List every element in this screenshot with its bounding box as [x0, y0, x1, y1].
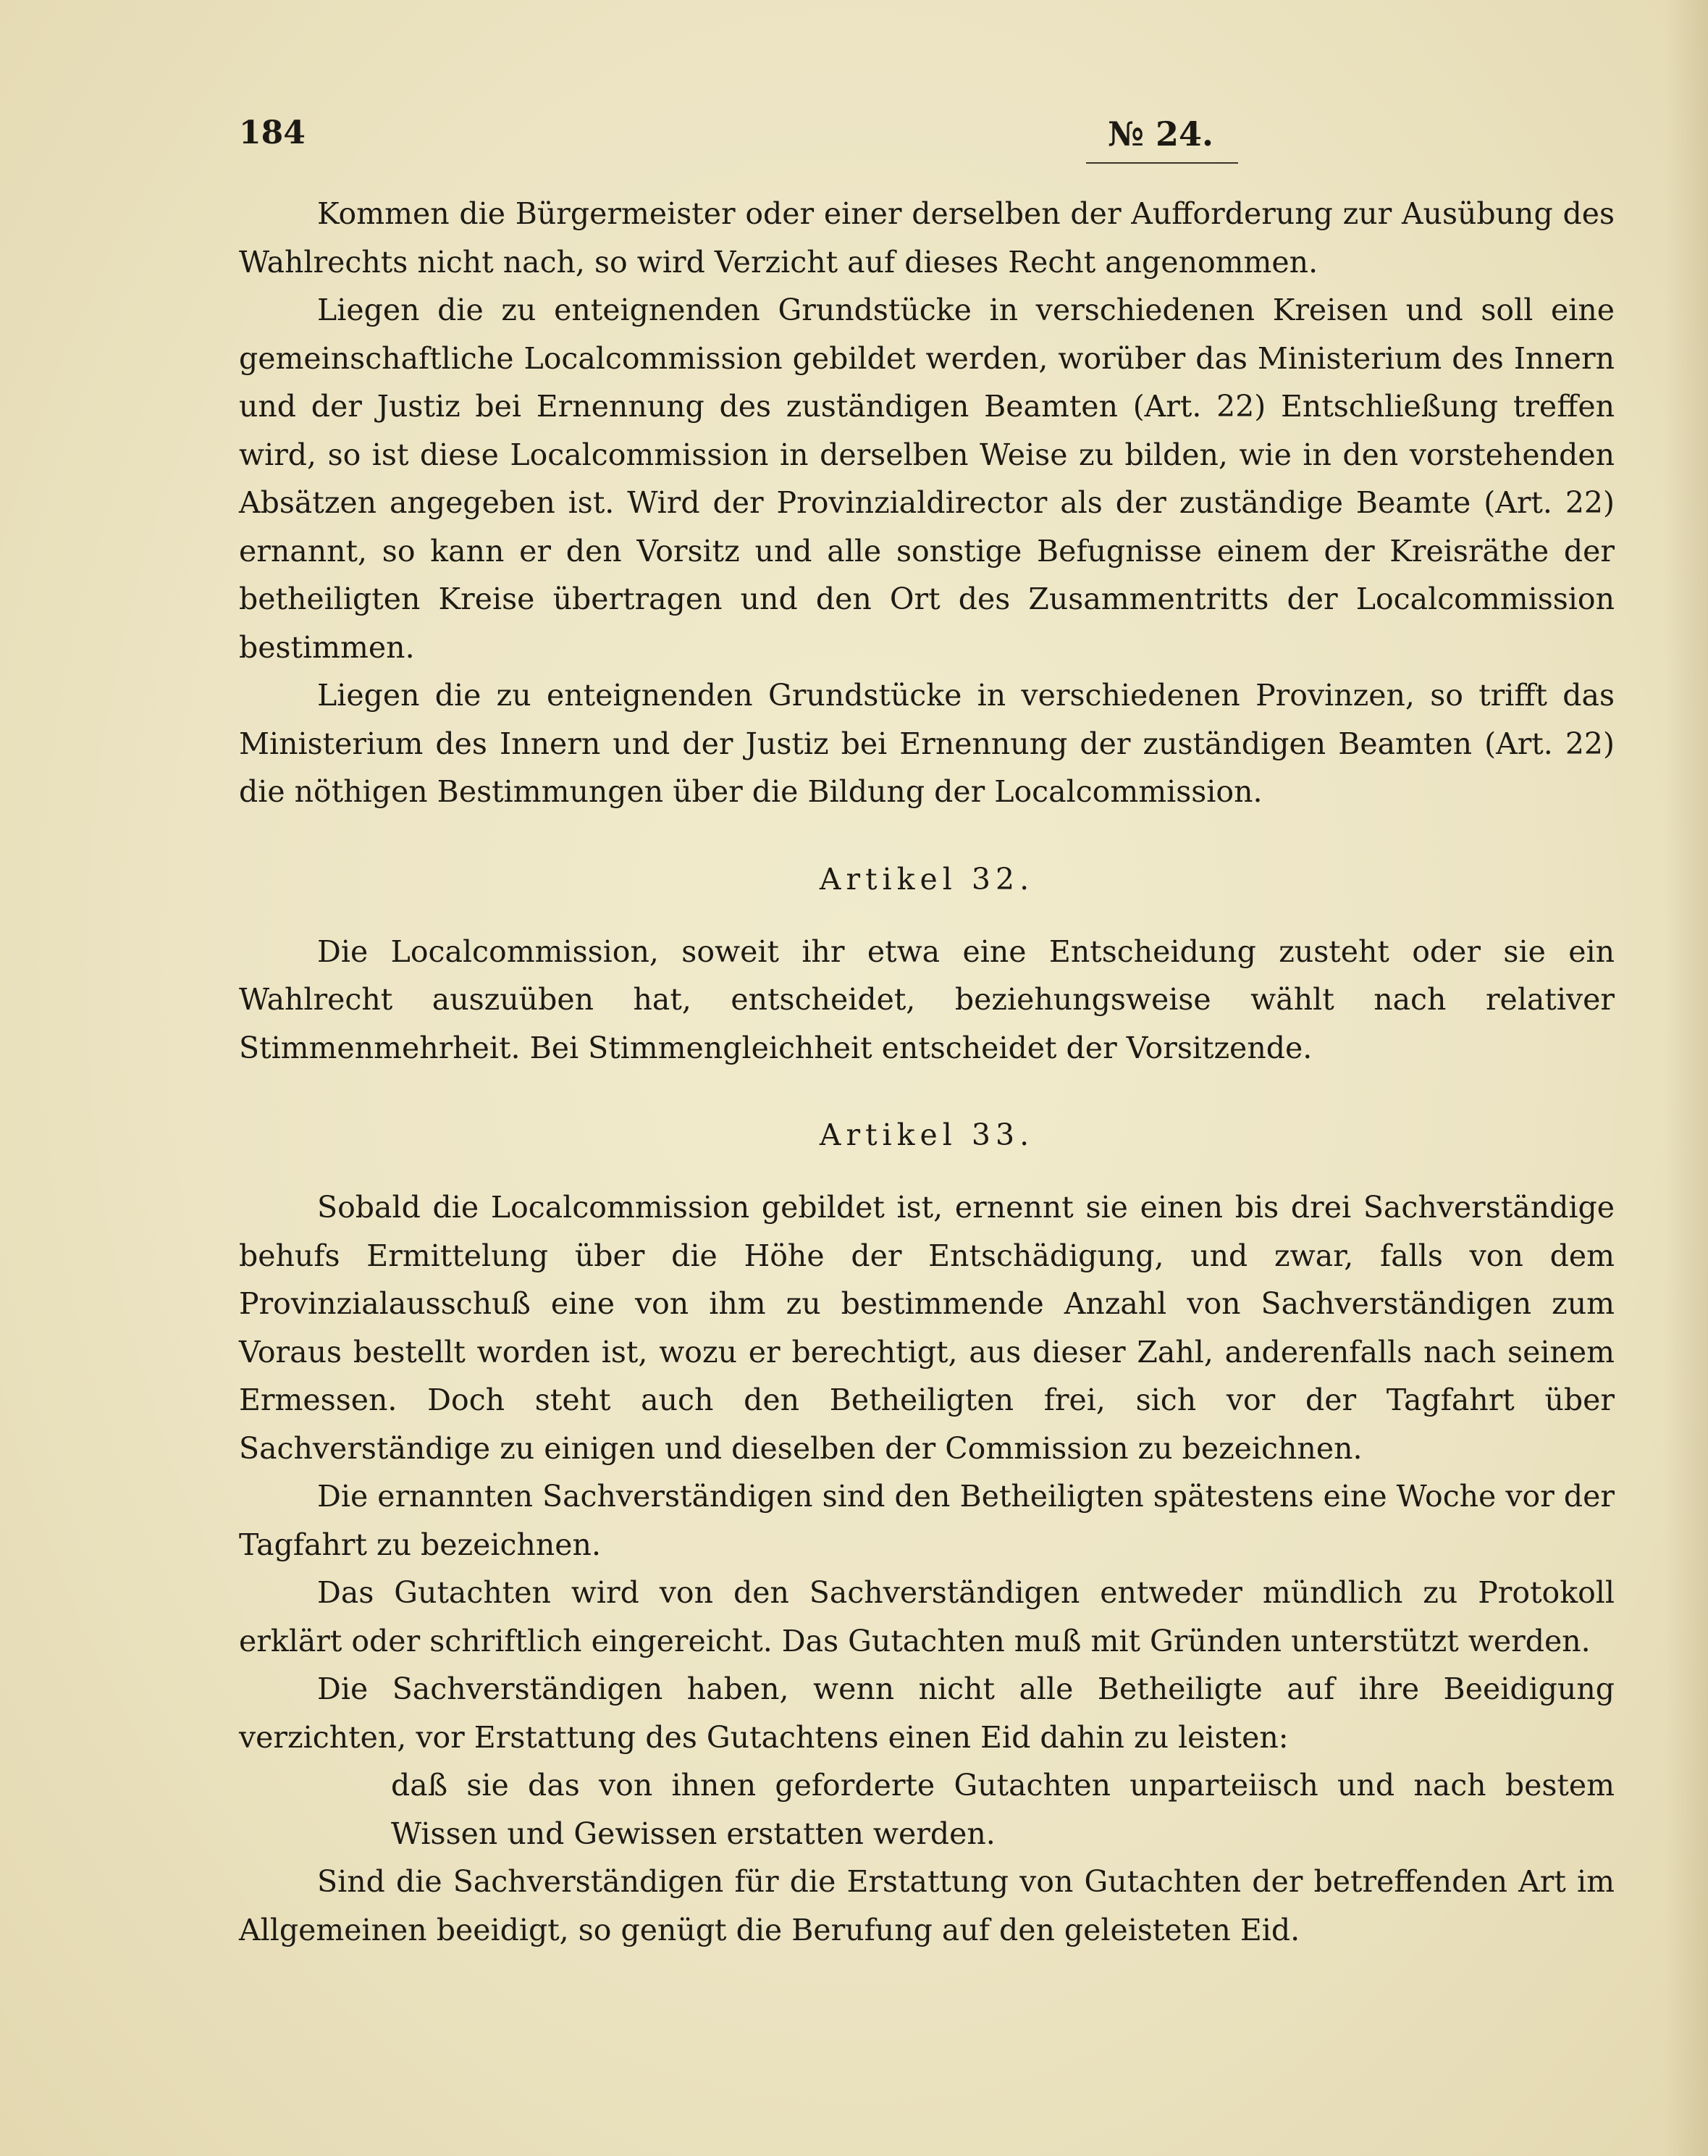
header-rule [1086, 162, 1238, 164]
oath-text: daß sie das von ihnen geforderte Gutachten unparteiisch und nach bestem Wissen und Gewissen erstatten werden. [391, 1768, 1615, 1851]
paragraph: Sind die Sachverständigen für die Erstattung von Gutachten der betreffenden Art im Allgemeinen beeidigt, so genügt die Berufung auf den geleisteten Eid. [239, 1864, 1615, 1947]
issue-number: № 24. [1108, 114, 1214, 154]
paragraph: Kommen die Bürgermeister oder einer derselben der Aufforderung zur Ausübung des Wahlrechts nicht nach, so wird Verzicht auf dieses Recht angenommen. [239, 196, 1615, 280]
paragraph: Liegen die zu enteignenden Grundstücke in verschiedenen Kreisen und soll eine gemeinschaftliche Localcommission gebildet werden, worüber das Ministerium des Innern und der Justiz bei Ernennung des zuständigen Beamten (Art. 22) Entschließung treffen wird, so ist diese Localcommission in derselben Weise zu bilden, wie in den vorstehenden Absätzen angegeben ist. Wird der Provinzialdirector als der zuständige Beamte (Art. 22) ernannt, so kann er den Vorsitz und alle sonstige Befugnisse einem der Kreisräthe der betheiligten Kreise übertragen und den Ort des Zusammentritts der Localcommission bestimmen. [239, 293, 1615, 665]
paragraph: Die Localcommission, soweit ihr etwa eine Entscheidung zusteht oder sie ein Wahlrecht auszuüben hat, entscheidet, beziehungsweise wählt nach relativer Stimmenmehrheit. Bei Stimmengleichheit entscheidet der Vorsitzende. [239, 934, 1615, 1065]
paragraph: Die Sachverständigen haben, wenn nicht alle Betheiligte auf ihre Beeidigung verzichten, vor Erstattung des Gutachtens einen Eid dahin zu leisten: [239, 1671, 1615, 1755]
page-header [239, 114, 1615, 165]
paragraph: Sobald die Localcommission gebildet ist, ernennt sie einen bis drei Sachverständige behufs Ermittelung über die Höhe der Entschädigung, und zwar, falls von dem Provinzialausschuß eine von ihm zu bestimmende Anzahl von Sachverständigen zum Voraus bestellt worden ist, wozu er berechtigt, aus dieser Zahl, anderenfalls nach seinem Ermessen. Doch steht auch den Betheiligten frei, sich vor der Tagfahrt über Sachverständige zu einigen und dieselben der Commission zu bezeichnen. [239, 1190, 1615, 1466]
page-number: 184 [239, 114, 306, 151]
article-32-heading: Artikel 32. [819, 861, 1035, 897]
paragraph: Das Gutachten wird von den Sachverständigen entweder mündlich zu Protokoll erklärt oder schriftlich eingereicht. Das Gutachten muß mit Gründen unterstützt werden. [239, 1575, 1615, 1658]
document-body [239, 190, 1615, 1954]
article-33-heading: Artikel 33. [819, 1117, 1035, 1152]
paragraph: Die ernannten Sachverständigen sind den Betheiligten spätestens eine Woche vor der Tagfahrt zu bezeichnen. [239, 1479, 1615, 1562]
paragraph: Liegen die zu enteignenden Grundstücke in verschiedenen Provinzen, so trifft das Ministerium des Innern und der Justiz bei Ernennung der zuständigen Beamten (Art. 22) die nöthigen Bestimmungen über die Bildung der Localcommission. [239, 678, 1615, 809]
